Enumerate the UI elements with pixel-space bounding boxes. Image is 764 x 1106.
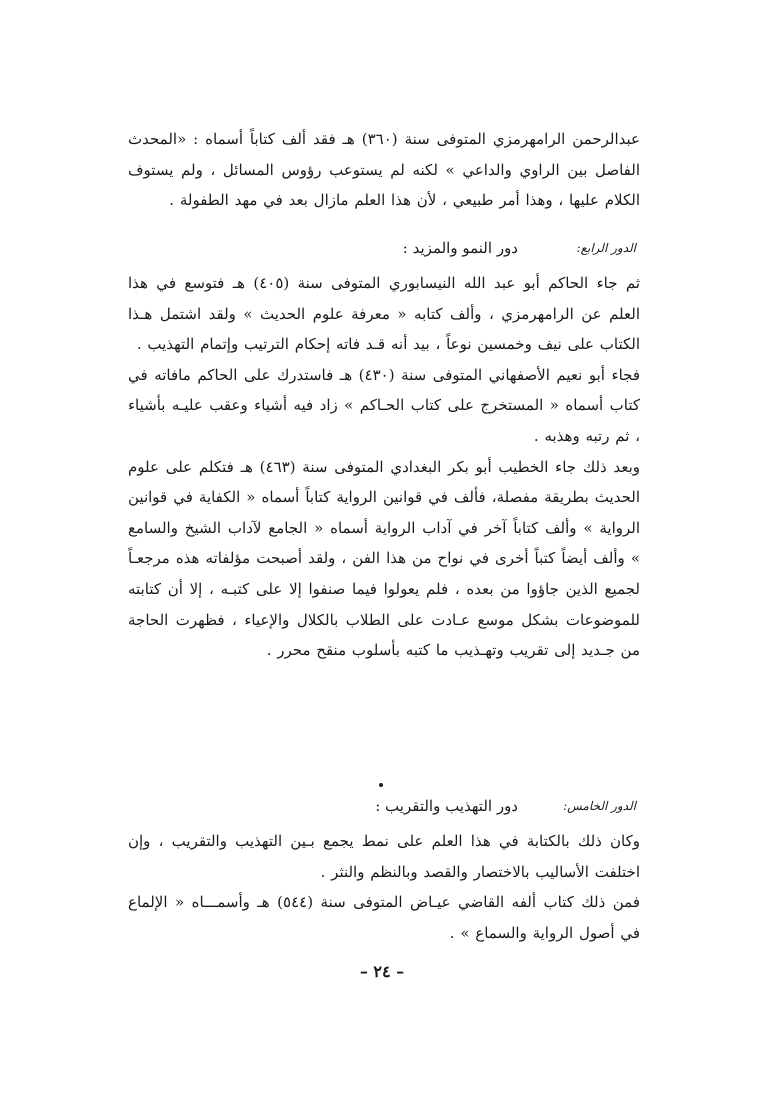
paragraph: ثم جاء الحاكم أبو عبد الله النيسابوري المتوفى سنة (٤٠٥) هـ فتوسع في هذا العلم عن الرامهرمزي ، وألف كتابه « معرفة علوم الحديث » ولقد اشتمل هـذا الكتاب على نيف وخمسين نوعاً ، بيد أنه قـد فاته إحكام الترتيب وإتمام التهذيب . [128,274,641,354]
section-4-heading [128,232,640,264]
paragraph: فجاء أبو نعيم الأصفهاني المتوفى سنة (٤٣٠) هـ فاستدرك على الحاكم مافاته في كتاب أسماه « المستخرج على كتاب الحـاكم » زاد فيه أشياء وعقب عليـه بأشياء ، ثم رتبه وهذبه . [128,365,640,445]
section-4-label: الدور الرابع: [576,241,636,255]
section-5-body [128,826,640,948]
section-5-title: دور التهذيب والتقريب : [375,797,518,815]
section-5-heading [128,790,640,822]
section-4-body [128,268,640,666]
paragraph: فمن ذلك كتاب ألفه القاضي عيـاض المتوفى سنة (٥٤٤) هـ وأسمـــاه « الإلماع في أصول الرواية والسماع » . [128,893,640,942]
section-4-title: دور النمو والمزيد : [402,239,518,257]
paragraph: وكان ذلك بالكتابة في هذا العلم على نمط يجمع بـين التهذيب والتقريب ، وإن اختلفت الأساليب بالاختصار والقصد وبالنظم والنثر . [128,832,640,881]
decorative-dot [379,783,383,787]
intro-paragraph-text: عبدالرحمن الرامهرمزي المتوفى سنة (٣٦٠) هـ فقد ألف كتاباً أسماه : «المحدث الفاصل بين الراوي والداعي » لكنه لم يستوعب رؤوس المسائل ، ولم يستوف الكلام عليها ، وهذا أمر طبيعي ، لأن هذا العلم مازال بعد في مهد الطفولة . [128,130,640,210]
page-number: – ٢٤ – [359,962,405,981]
section-5-label: الدور الخامس: [563,799,636,813]
paragraph: وبعد ذلك جاء الخطيب أبو بكر البغدادي المتوفى سنة (٤٦٣) هـ فتكلم على علوم الحديث بطريقة مفصلة، فألف في قوانين الرواية كتاباً أسماه « الكفاية في قوانين الرواية » وألف كتاباً آخر في آداب الرواية أسماه « الجامع لآداب الشيخ والسامع » وألف أيضاً كتباً أخرى في نواح من هذا الفن ، ولقد أصبحت مؤلفاته هذه مرجعـاً لجميع الذين جاؤوا من بعده ، فلم يعولوا فيما صنفوا إلا على كتبـه ، إلا أن كتابته للموضوعات بشكل موسع عـادت على الطلاب بالكلال والإعياء ، فظهرت الحاجة من جـديد إلى تقريب وتهـذيب ما كتبه بأسلوب منقح محرر . [128,457,640,660]
intro-paragraph [128,124,640,220]
